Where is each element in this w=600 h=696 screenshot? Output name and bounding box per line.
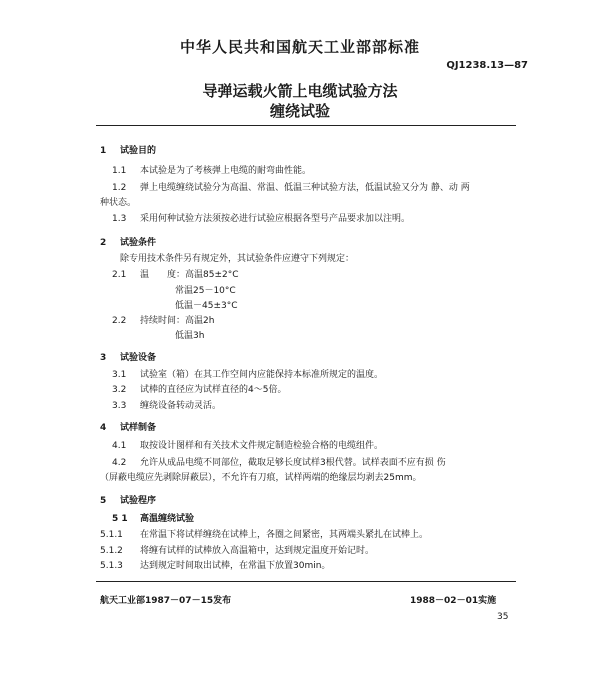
clause-number: 1.3: [112, 214, 127, 224]
section-2-intro: 除专用技术条件另有规定外，其试验条件应遵守下列规定：: [120, 254, 355, 264]
section-title: 试验程序: [120, 496, 157, 506]
temperature-high: 高温85±2°C: [185, 270, 239, 280]
clause-number: 3.2: [112, 385, 127, 395]
temperature-normal: 常温25－10°C: [175, 286, 236, 296]
section-4-heading: [100, 420, 156, 433]
duration-low: 低温3h: [175, 331, 205, 341]
clause-1-2: [112, 180, 470, 193]
clause-text: 试棒的直径应为试样直径的4～5倍。: [140, 385, 287, 395]
section-1-heading: [100, 143, 156, 156]
clause-5-1-3: [100, 558, 330, 571]
section-5-heading: [100, 493, 156, 506]
clause-label: 温 度：: [140, 270, 186, 280]
clause-number: 5.1.1: [100, 530, 123, 540]
clause-number: 1.2: [112, 183, 127, 193]
issuing-organization: 中华人民共和国航天工业部部标准: [179, 38, 420, 56]
clause-text: 弹上电缆缠绕试验分为高温、常温、低温三种试验方法，低温试验又分为 静、动 两: [140, 183, 470, 193]
clause-4-2: [112, 455, 446, 468]
clause-5-1-1: [100, 527, 428, 540]
clause-1-3: [112, 211, 410, 224]
clause-text: 在常温下将试样缠绕在试棒上，各圈之间紧密，其两端头紧扎在试棒上。: [140, 530, 429, 540]
clause-1-1: [112, 163, 311, 176]
subsection-number: 5 1: [112, 514, 128, 524]
header-rule: [96, 125, 516, 126]
clause-text: 将缠有试样的试棒放入高温箱中，达到规定温度开始记时。: [140, 546, 375, 556]
subsection-title: 高温缠绕试验: [140, 514, 195, 524]
section-number: 2: [100, 238, 107, 248]
clause-label: 持续时间：: [140, 316, 186, 326]
footer-rule: [96, 581, 516, 582]
clause-number: 2.1: [112, 270, 127, 280]
clause-number: 1.1: [112, 166, 127, 176]
section-number: 1: [100, 146, 107, 156]
clause-number: 3.3: [112, 401, 127, 411]
clause-number: 5.1.2: [100, 546, 123, 556]
temperature-low: 低温－45±3°C: [175, 301, 238, 311]
effective-date: 1988－02－01实施: [410, 596, 497, 606]
clause-2-1: [112, 267, 239, 280]
clause-3-3: [112, 398, 221, 411]
section-number: 3: [100, 353, 107, 363]
clause-text: 允许从成品电缆不同部位，截取足够长度试样3根代替。试样表面不应有损 伤: [140, 458, 446, 468]
document-title: 导弹运载火箭上电缆试验方法: [202, 82, 398, 100]
issue-date: 航天工业部1987－07－15发布: [100, 596, 232, 606]
clause-3-1: [112, 367, 383, 380]
section-title: 试验目的: [120, 146, 157, 156]
clause-4-1: [112, 438, 383, 451]
clause-text: 达到规定时间取出试棒，在常温下放置30min。: [140, 561, 331, 571]
section-number: 5: [100, 496, 107, 506]
clause-4-2-continued: （屏蔽电缆应先剥除屏蔽层），不允许有刀痕，试样两端的绝缘层均剥去25mm。: [100, 473, 422, 483]
clause-1-2-continued: 种状态。: [100, 198, 137, 208]
clause-3-2: [112, 382, 286, 395]
page-number: 35: [497, 612, 509, 622]
clause-number: 4.1: [112, 441, 127, 451]
clause-number: 4.2: [112, 458, 127, 468]
clause-text: 本试验是为了考核弹上电缆的耐弯曲性能。: [140, 166, 312, 176]
clause-number: 5.1.3: [100, 561, 123, 571]
section-title: 试验设备: [120, 353, 157, 363]
clause-text: 取按设计图样和有关技术文件规定制造检验合格的电缆组件。: [140, 441, 384, 451]
section-number: 4: [100, 423, 107, 433]
standard-code: QJ1238.13—87: [446, 60, 528, 71]
clause-number: 2.2: [112, 316, 127, 326]
clause-text: 缠绕设备转动灵活。: [140, 401, 222, 411]
duration-high: 高温2h: [185, 316, 215, 326]
subsection-5-1-heading: [112, 511, 194, 524]
document-subtitle: 缠绕试验: [269, 102, 330, 120]
clause-text: 试验室（箱）在其工作空间内应能保持本标准所规定的温度。: [140, 370, 384, 380]
section-3-heading: [100, 350, 156, 363]
section-2-heading: [100, 235, 156, 248]
clause-2-2: [112, 313, 214, 326]
clause-text: 采用何种试验方法须按必进行试验应根据各型号产品要求加以注明。: [140, 214, 411, 224]
section-title: 试样制备: [120, 423, 157, 433]
clause-5-1-2: [100, 543, 374, 556]
clause-number: 3.1: [112, 370, 127, 380]
section-title: 试验条件: [120, 238, 157, 248]
